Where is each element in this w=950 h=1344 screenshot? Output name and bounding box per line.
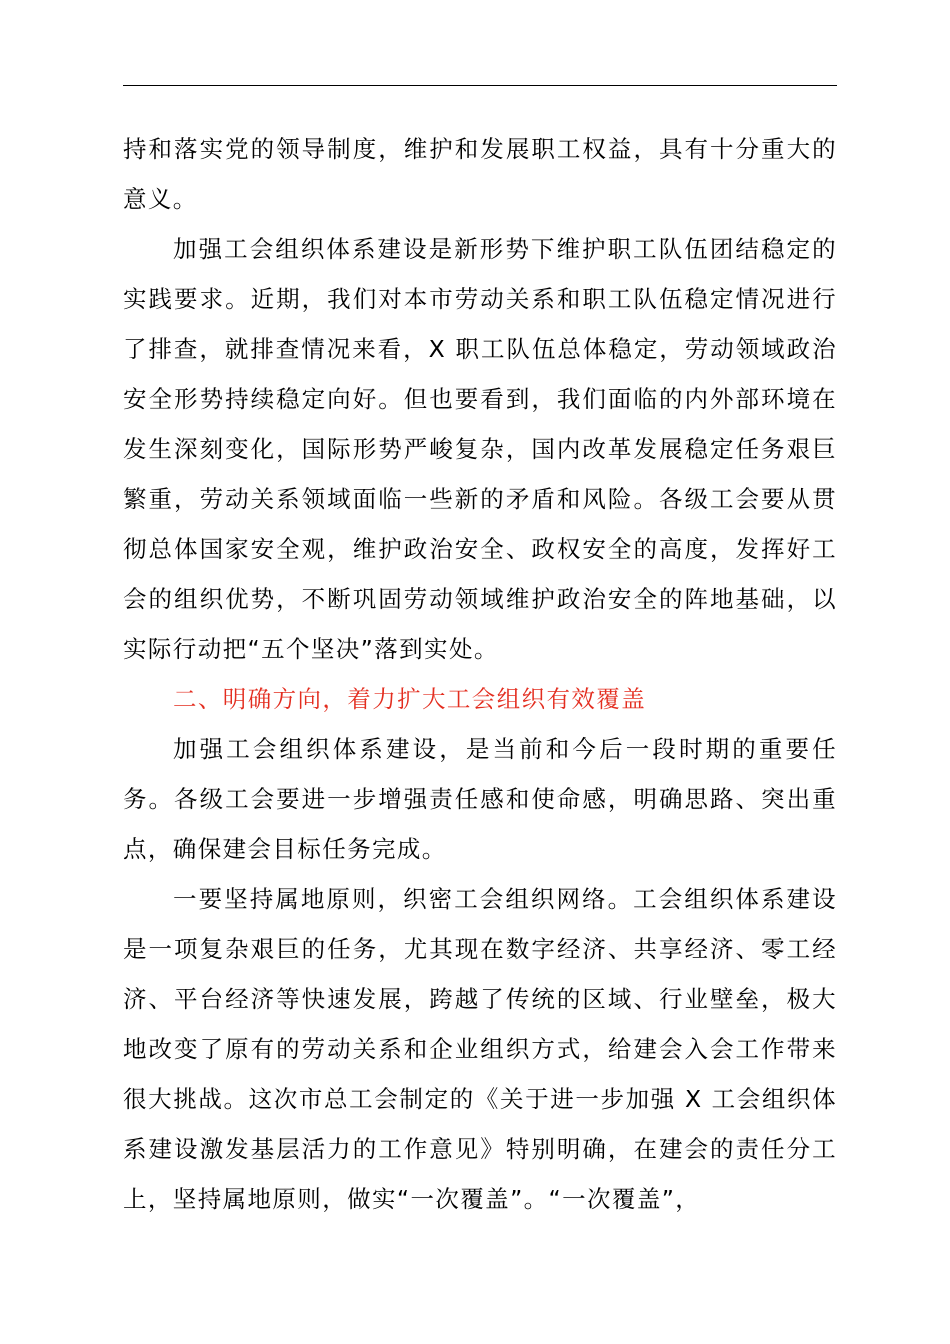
section-heading: 二、明确方向，着力扩大工会组织有效覆盖 — [173, 685, 647, 713]
paragraph-continuation: 持和落实党的领导制度，维护和发展职工权益，具有十分重大的意义。 — [123, 135, 837, 213]
paragraph-territorial-principle: 一要坚持属地原则，织密工会组织网络。工会组织体系建设是一项复杂艰巨的任务，尤其现在数字经济、共享经济、零工经济、平台经济等快速发展，跨越了传统的区域、行业壁垒，极大地改变了原有的劳动关系和企业组织方式，给建会入会工作带来很大挑战。这次市总工会制定的《关于进一步加强 X 工会组织体系建设激发基层活力的工作意见》特别明确，在建会的责任分工上，坚持属地原则，做实“一次覆盖”。“一次覆盖”， — [123, 885, 837, 1213]
header-rule — [123, 85, 837, 86]
document-body — [123, 124, 837, 1224]
paragraph-stability-requirement: 加强工会组织体系建设是新形势下维护职工队伍团结稳定的实践要求。近期，我们对本市劳动关系和职工队伍稳定情况进行了排查，就排查情况来看，X 职工队伍总体稳定，劳动领域政治安全形势持续稳定向好。但也要看到，我们面临的内外部环境在发生深刻变化，国际形势严峻复杂，国内改革发展稳定任务艰巨繁重，劳动关系领域面临一些新的矛盾和风险。各级工会要从贯彻总体国家安全观，维护政治安全、政权安全的高度，发挥好工会的组织优势，不断巩固劳动领域维护政治安全的阵地基础，以实际行动把“五个坚决”落到实处。 — [123, 235, 837, 663]
paragraph-important-task: 加强工会组织体系建设，是当前和今后一段时期的重要任务。各级工会要进一步增强责任感和使命感，明确思路、突出重点，确保建会目标任务完成。 — [123, 735, 837, 863]
